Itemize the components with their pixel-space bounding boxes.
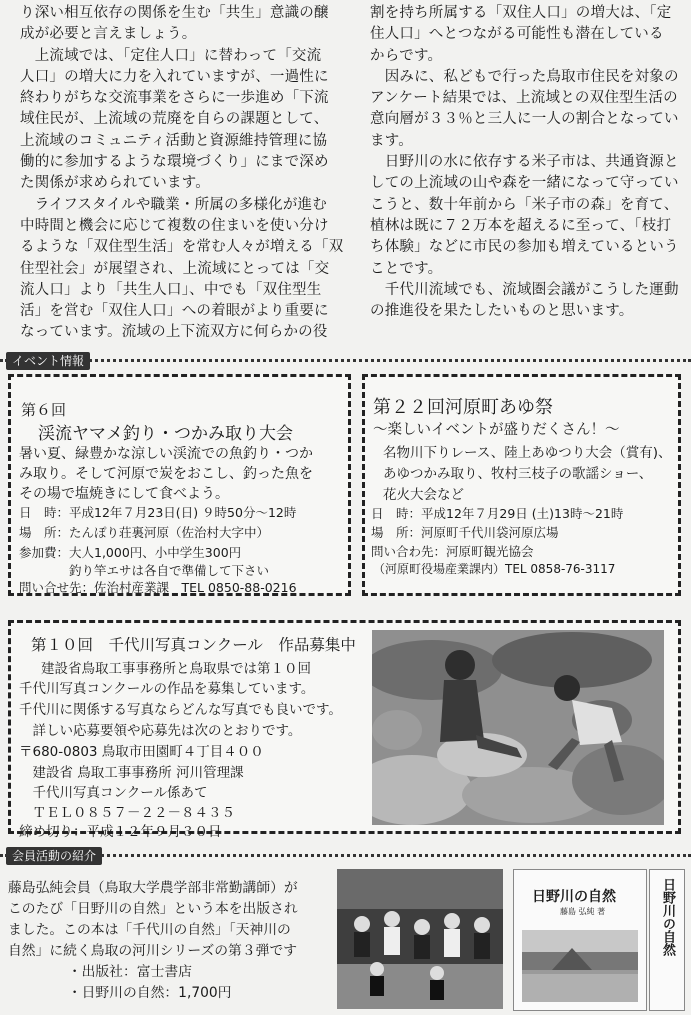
article-left-column — [20, 3, 344, 344]
article-line: なっています。流域の上下流双方に何らかの役 — [20, 324, 328, 341]
article-line: 上流域では、「定住人口」に替わって「交流 — [20, 47, 322, 64]
event-date: 日 時：平成12年７月29日 (土)13時～21時 — [371, 506, 624, 521]
member-line: このたび「日野川の自然」という本を出版され — [8, 901, 298, 917]
article-line: 終わりがちな交流事業をさらに一歩進め「下流 — [20, 90, 329, 107]
article-line: 活」を営む「双住人口」への着眼がより重要に — [20, 303, 329, 320]
article-line: からです。 — [370, 47, 443, 64]
article-line: 住人口」へとつながる可能性も潜在している — [370, 26, 664, 43]
member-line: ・出版社：富士書店 — [54, 964, 192, 980]
section-tag: 会員活動の紹介 — [6, 847, 102, 865]
member-announcement — [4, 870, 327, 1010]
member-line: ・日野川の自然：1,700円 — [54, 985, 232, 1001]
contest-line: 締め切り：平成１２年９月３０日 — [19, 824, 222, 840]
article-right-column — [370, 3, 680, 322]
article-line: た関係が求められています。 — [20, 175, 210, 192]
article-line: アンケート結果では、上流域との双住型生活の — [370, 90, 678, 107]
event-box-yamame — [8, 374, 351, 596]
event-contact: 問い合せ先：佐治村産業課 TEL 0850-88-0216 — [19, 580, 297, 595]
contest-line: 建設省 鳥取工事事務所 河川管理課 — [19, 765, 244, 781]
contest-line: 千代川写真コンクール係あて — [19, 785, 208, 801]
contest-line: 建設省鳥取工事事務所と鳥取県では第１０回 — [41, 661, 311, 677]
event-place: 場 所：たんぽり荘裏河原（佐治村大字中） — [19, 525, 270, 540]
article-line: 千代川流域でも、流域圏会議がこうした運動 — [370, 281, 679, 298]
section-tag: イベント情報 — [6, 352, 90, 370]
event-subtitle: ～楽しいイベントが盛りだくさん！～ — [373, 422, 620, 438]
article-line: こうと、数十年前から「米子市の森」を育て、 — [370, 196, 679, 213]
article-line: ち体験」などに市民の参加も増えているという — [370, 239, 679, 256]
article-line: 中時間と機会に応じて複数の住まいを使い分け — [20, 217, 329, 234]
article-line: ます。 — [370, 132, 413, 149]
contest-title: 第１０回 千代川写真コンクール 作品募集中 — [31, 636, 356, 654]
event-box-ayu — [362, 374, 681, 596]
article-line: 因みに、私どもで行った鳥取市住民を対象の — [370, 68, 679, 85]
article-line: り深い相互依存の関係を生む「共生」意識の醸 — [20, 5, 329, 21]
event-contact-tel: （河原町役場産業課内）TEL 0858-76-3117 — [373, 562, 616, 576]
article-line: 割を持ち所属する「双住人口」の増大は、「定 — [370, 5, 672, 21]
article-line: 日野川の水に依存する米子市は、共通資源と — [370, 154, 679, 171]
contest-line: 詳しい応募要領や応募先は次のとおりです。 — [19, 723, 302, 739]
event-desc-line: 暑い夏、緑豊かな涼しい渓流での魚釣り・つか — [19, 446, 313, 462]
events-section-header — [0, 352, 691, 370]
contest-line: 〒680-0803 鳥取市田園町４丁目４００ — [19, 744, 264, 760]
article-line: ライフスタイルや職業・所属の多様化が進む — [20, 196, 327, 213]
divider — [0, 359, 691, 362]
article-line: 成が必要と言えましょう。 — [20, 26, 197, 43]
event-edition: 第６回 — [21, 401, 67, 419]
event-desc-line: 花火大会など — [383, 487, 464, 503]
article-line: 植林は既に７２万本を超えるに至って、「枝打 — [370, 217, 672, 234]
member-line: ました。この本は「千代川の自然」「天神川の — [8, 922, 291, 938]
member-line: 藤島弘純会員（鳥取大学農学部非常勤講師）が — [8, 880, 298, 896]
book-cover-photo — [522, 930, 638, 1002]
event-desc-line: み取り。そして河原で炭をおこし、釣った魚を — [19, 466, 313, 482]
group-river-photo — [337, 869, 503, 1009]
divider — [0, 854, 691, 857]
event-date: 日 時：平成12年７月23日(日) ９時50分～12時 — [19, 505, 297, 520]
contest-line: 千代川写真コンクールの作品を募集しています。 — [19, 681, 315, 697]
event-contact: 問い合わ先：河原町観光協会 — [371, 544, 534, 559]
contest-line: 千代川に関係する写真ならどんな写真でも良いです。 — [19, 702, 342, 718]
book-spine — [649, 869, 685, 1011]
article-line: 住型社会」が展望され、上流域にとっては「交 — [20, 260, 330, 277]
event-desc-line: 名物川下りレース、陸上あゆつり大会（賞有)、 — [383, 445, 672, 461]
article-line: 人口」の増大に力を入れていますが、一過性に — [20, 68, 329, 85]
article-line: 流人口」より「共生人口」、中でも「双住型生 — [20, 281, 322, 298]
book-spine-title: 日野川の自然 — [660, 878, 675, 956]
article-line: の推進役を果たしたいものと思います。 — [370, 303, 634, 320]
article-line: ことです。 — [370, 260, 443, 277]
member-line: 自然」に続く鳥取の河川シリーズの第３弾です — [8, 943, 298, 959]
article-line: しての上流域の山や森を一緒になって守ってい — [370, 175, 679, 192]
book-author: 藤島 弘純 著 — [560, 907, 606, 916]
event-desc-line: あゆつかみ取り、牧村三枝子の歌謡ショー、 — [383, 466, 653, 482]
event-note: 釣り竿エサは各自で準備して下さい — [19, 563, 270, 578]
event-title: 第２２回河原町あゆ祭 — [373, 397, 553, 418]
event-title: 渓流ヤマメ釣り・つかみ取り大会 — [38, 424, 293, 444]
article-line: 域住民が、上流域の荒廃を自らの課題として、 — [20, 111, 329, 128]
event-desc-line: その場で塩焼きにして食べよう。 — [19, 486, 229, 502]
article-line: 上流域のコミュニティ活動と資源維持管理に協 — [20, 132, 328, 149]
river-children-photo — [372, 630, 664, 825]
book-title: 日野川の自然 — [532, 889, 616, 905]
members-section-header — [0, 847, 691, 865]
contest-line: ＴＥＬ０８５７－２２－８４３５ — [19, 805, 235, 821]
article-line: 働的に参加するような環境づくり」にまで深め — [20, 154, 329, 171]
article-line: 意向層が３３％と三人に一人の割合となってい — [370, 111, 679, 128]
book-cover — [513, 869, 647, 1011]
article-line: るような「双住型生活」を常む人々が増える「双 — [20, 239, 344, 256]
event-fee: 参加費：大人1,000円、小中学生300円 — [19, 545, 242, 560]
event-place: 場 所：河原町千代川袋河原広場 — [371, 525, 559, 540]
